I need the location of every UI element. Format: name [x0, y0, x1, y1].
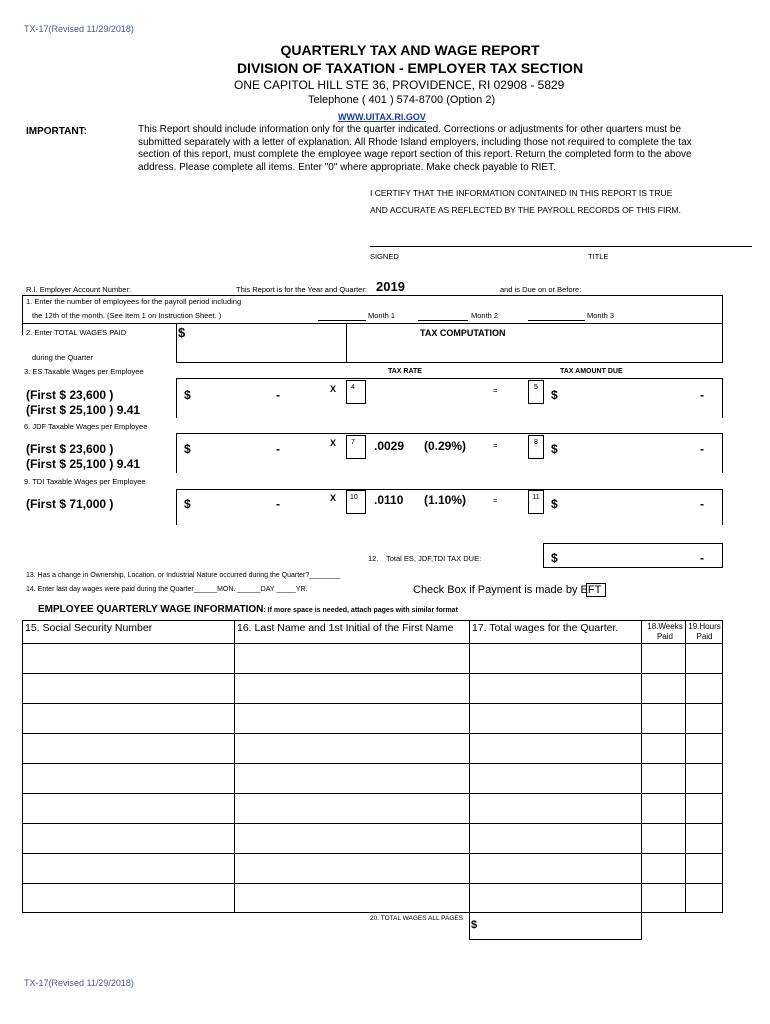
hours-cell[interactable]: [686, 884, 722, 912]
ssn-cell[interactable]: [23, 704, 234, 732]
eft-label: Check Box if Payment is made by EFT: [413, 584, 602, 596]
es-tax-dollar: $: [551, 388, 558, 402]
ssn-cell[interactable]: [23, 764, 234, 792]
year-quarter-label: This Report is for the Year and Quarter:: [236, 285, 367, 294]
item-13-label: 13. Has a change in Ownership, Location, or Industrial Nature occurred during the Quarter?________: [26, 572, 341, 579]
name-cell[interactable]: [235, 794, 469, 822]
name-cell[interactable]: [235, 854, 469, 882]
item-9-label: 9. TDI Taxable Wages per Employee: [24, 477, 146, 486]
hours-cell[interactable]: [686, 704, 722, 732]
box-5: 5: [528, 380, 544, 404]
revision-note: TX-17(Revised 11/29/2018): [24, 24, 134, 34]
hours-cell[interactable]: [686, 824, 722, 852]
wages-cell[interactable]: [470, 794, 641, 822]
es-equals-sign: =: [493, 386, 498, 395]
wage-section-note: : If more space is needed, attach pages with similar format: [263, 607, 458, 614]
wages-cell[interactable]: [470, 704, 641, 732]
item-6-top-line: [176, 433, 723, 434]
tax-computation-heading: TAX COMPUTATION: [420, 328, 506, 338]
signature-line[interactable]: [370, 246, 752, 247]
jdf-wages-value[interactable]: -: [276, 442, 280, 456]
frame-left: [22, 295, 23, 335]
hours-cell[interactable]: [686, 734, 722, 762]
form-title: QUARTERLY TAX AND WAGE REPORT: [280, 42, 540, 58]
total-wages-all-pages-label: 20. TOTAL WAGES ALL PAGES: [370, 915, 464, 922]
tdi-equals-sign: =: [493, 496, 498, 505]
es-wage-base-2: (First $ 25,100 ) 9.41: [26, 403, 141, 417]
item-9-right-bar: [722, 489, 723, 525]
footer-revision-note: TX-17(Revised 11/29/2018): [24, 978, 134, 988]
weeks-cell[interactable]: [642, 854, 685, 882]
jdf-tax-value[interactable]: -: [700, 442, 704, 456]
weeks-cell[interactable]: [642, 764, 685, 792]
tdi-tax-rate: .0110: [374, 493, 404, 507]
total-tax-value: -: [700, 551, 704, 565]
frame-top: [22, 295, 723, 296]
wage-section-title: EMPLOYEE QUARTERLY WAGE INFORMATION: [38, 604, 264, 615]
box-10: 10: [346, 490, 366, 514]
item-6-left-bar: [176, 433, 177, 473]
col-ssn-header: 15. Social Security Number: [25, 622, 153, 634]
name-cell[interactable]: [235, 734, 469, 762]
telephone: Telephone ( 401 ) 574-8700 (Option 2): [308, 94, 496, 106]
name-cell[interactable]: [235, 704, 469, 732]
important-label: IMPORTANT:: [26, 126, 87, 137]
website-link[interactable]: WWW.UITAX.RI.GOV: [338, 112, 426, 122]
jdf-wage-base-2: (First $ 25,100 ) 9.41: [26, 457, 141, 471]
wages-cell[interactable]: [470, 824, 641, 852]
item-2-label: 2. Enter TOTAL WAGES PAID: [26, 328, 127, 337]
tdi-tax-dollar: $: [551, 497, 558, 511]
col-hours-header-2: Paid: [696, 632, 713, 641]
tdi-wages-dollar: $: [184, 497, 191, 511]
weeks-cell[interactable]: [642, 644, 685, 672]
wages-cell[interactable]: [470, 854, 641, 882]
report-year[interactable]: 2019: [376, 279, 405, 294]
certify-line-1: I CERTIFY THAT THE INFORMATION CONTAINED IN THIS REPORT IS TRUE: [370, 188, 673, 198]
box-4: 4: [346, 380, 366, 404]
es-wages-dollar: $: [184, 388, 191, 402]
col-name-header: 16. Last Name and 1st Initial of the First Name: [237, 622, 454, 634]
tax-rate-heading: TAX RATE: [388, 368, 422, 375]
wages-cell[interactable]: [470, 734, 641, 762]
box-8: 8: [528, 435, 544, 459]
box-11: 11: [528, 490, 544, 514]
hours-cell[interactable]: [686, 764, 722, 792]
name-cell[interactable]: [235, 674, 469, 702]
item-2-bottom-line: [176, 362, 723, 363]
jdf-multiply-sign: X: [330, 438, 337, 448]
important-text: This Report should include information only for the quarter indicated. Corrections or adjustments for other quarters must be submitted separately with a letter of explanation. All Rhode Island employers, including those not required to complete the tax section of this report, must complete the employee wage report section of this report. Return the completed form to the above address. Please complete all items. Enter "0" where appropriate. Make check payable to RIET.: [138, 124, 692, 173]
item-6-right-bar: [722, 433, 723, 473]
name-cell[interactable]: [235, 644, 469, 672]
item-3-top-line: [176, 378, 723, 379]
total-wages-input[interactable]: [177, 324, 345, 362]
hours-cell[interactable]: [686, 794, 722, 822]
col-wages-header: 17. Total wages for the Quarter.: [472, 622, 619, 634]
due-date-label: and is Due on or Before:: [500, 285, 582, 294]
name-cell[interactable]: [235, 824, 469, 852]
month-2-input[interactable]: [418, 320, 468, 321]
name-cell[interactable]: [235, 764, 469, 792]
col-weeks-header-2: Paid: [656, 632, 673, 641]
total-wages-all-pages-input[interactable]: [470, 913, 641, 940]
address: ONE CAPITOL HILL STE 36, PROVIDENCE, RI 02908 - 5829: [234, 78, 565, 92]
account-number-label: R.I. Employer Account Number:: [26, 285, 132, 294]
division-title: DIVISION OF TAXATION - EMPLOYER TAX SECTION: [236, 60, 584, 76]
item-3-label: 3. ES Taxable Wages per Employee: [24, 367, 144, 376]
month-3-label: Month 3: [587, 311, 615, 320]
wages-cell[interactable]: [470, 674, 641, 702]
item-1-line-1: 1. Enter the number of employees for the payroll period including: [26, 297, 242, 306]
wage-section-heading: [38, 604, 458, 615]
ssn-cell[interactable]: [23, 854, 234, 882]
item-9-top-line: [176, 489, 723, 490]
jdf-wage-base-1: (First $ 23,600 ): [26, 442, 114, 456]
wages-cell[interactable]: [470, 764, 641, 792]
box-7: 7: [346, 435, 366, 459]
ssn-cell[interactable]: [23, 794, 234, 822]
col-hours-header-1: 19.Hours: [688, 622, 721, 631]
jdf-tax-rate: .0029: [374, 439, 405, 453]
weeks-cell[interactable]: [642, 884, 685, 912]
item-1-line-2: the 12th of the month. (See Item 1 on Instruction Sheet. ): [32, 311, 222, 320]
ssn-cell[interactable]: [23, 734, 234, 762]
es-tax-value[interactable]: -: [700, 388, 704, 402]
month-3-input[interactable]: [528, 320, 585, 321]
es-multiply-sign: X: [330, 384, 337, 394]
hours-cell[interactable]: [686, 644, 722, 672]
certify-line-2: AND ACCURATE AS REFLECTED BY THE PAYROLL RECORDS OF THIS FIRM.: [370, 205, 681, 215]
tax-amount-due-heading: TAX AMOUNT DUE: [560, 368, 623, 375]
item-3-left-bar: [176, 378, 177, 418]
total-tax-dollar: $: [551, 551, 558, 565]
weeks-cell[interactable]: [642, 794, 685, 822]
title-label: TITLE: [588, 252, 609, 261]
item-3-right-bar: [722, 378, 723, 418]
total-wages-all-pages-dollar: $: [471, 919, 478, 931]
es-tax-rate-input[interactable]: [366, 380, 474, 404]
tdi-tax-value[interactable]: -: [700, 497, 704, 511]
hours-cell[interactable]: [686, 674, 722, 702]
month-1-input[interactable]: [318, 320, 366, 321]
es-wages-value[interactable]: -: [276, 388, 280, 402]
total-tax-due-box[interactable]: [543, 543, 723, 568]
ssn-cell[interactable]: [23, 824, 234, 852]
ssn-cell[interactable]: [23, 884, 234, 912]
during-quarter-label: during the Quarter: [32, 353, 93, 362]
item-9-left-bar: [176, 489, 177, 525]
weeks-cell[interactable]: [642, 674, 685, 702]
item-14-label: 14. Enter last day wages were paid during the Quarter______MON. ______DAY _____YR.: [26, 586, 308, 593]
item-6-label: 6. JDF Taxable Wages per Employee: [24, 422, 148, 431]
ssn-cell[interactable]: [23, 674, 234, 702]
name-cell[interactable]: [235, 884, 469, 912]
jdf-wages-dollar: $: [184, 442, 191, 456]
tdi-multiply-sign: X: [330, 493, 337, 503]
tdi-wages-value[interactable]: -: [276, 497, 280, 511]
wages-cell[interactable]: [470, 884, 641, 912]
weeks-cell[interactable]: [642, 704, 685, 732]
item-12-number: 12.: [368, 554, 379, 563]
total-wages-dollar: $: [178, 325, 186, 340]
jdf-tax-dollar: $: [551, 442, 558, 456]
ssn-cell[interactable]: [23, 644, 234, 672]
signed-label: SIGNED: [370, 252, 399, 261]
wages-cell[interactable]: [470, 644, 641, 672]
weeks-cell[interactable]: [642, 734, 685, 762]
jdf-tax-rate-percent: (0.29%): [424, 439, 467, 453]
item-2-divider-mid: [346, 323, 347, 363]
eft-checkbox[interactable]: [586, 583, 606, 597]
jdf-equals-sign: =: [493, 441, 498, 450]
frame-right: [722, 295, 723, 363]
item-2-top-line: [22, 323, 723, 324]
tdi-tax-rate-percent: (1.10%): [424, 493, 467, 507]
month-1-label: Month 1: [368, 311, 396, 320]
item-12-label: Total ES, JDF,TDI TAX DUE:: [386, 554, 482, 563]
weeks-cell[interactable]: [642, 824, 685, 852]
month-2-label: Month 2: [471, 311, 499, 320]
col-weeks-header-1: 18.Weeks: [647, 622, 683, 631]
tdi-wage-base: (First $ 71,000 ): [26, 497, 114, 511]
es-wage-base-1: (First $ 23,600 ): [26, 388, 114, 402]
hours-cell[interactable]: [686, 854, 722, 882]
